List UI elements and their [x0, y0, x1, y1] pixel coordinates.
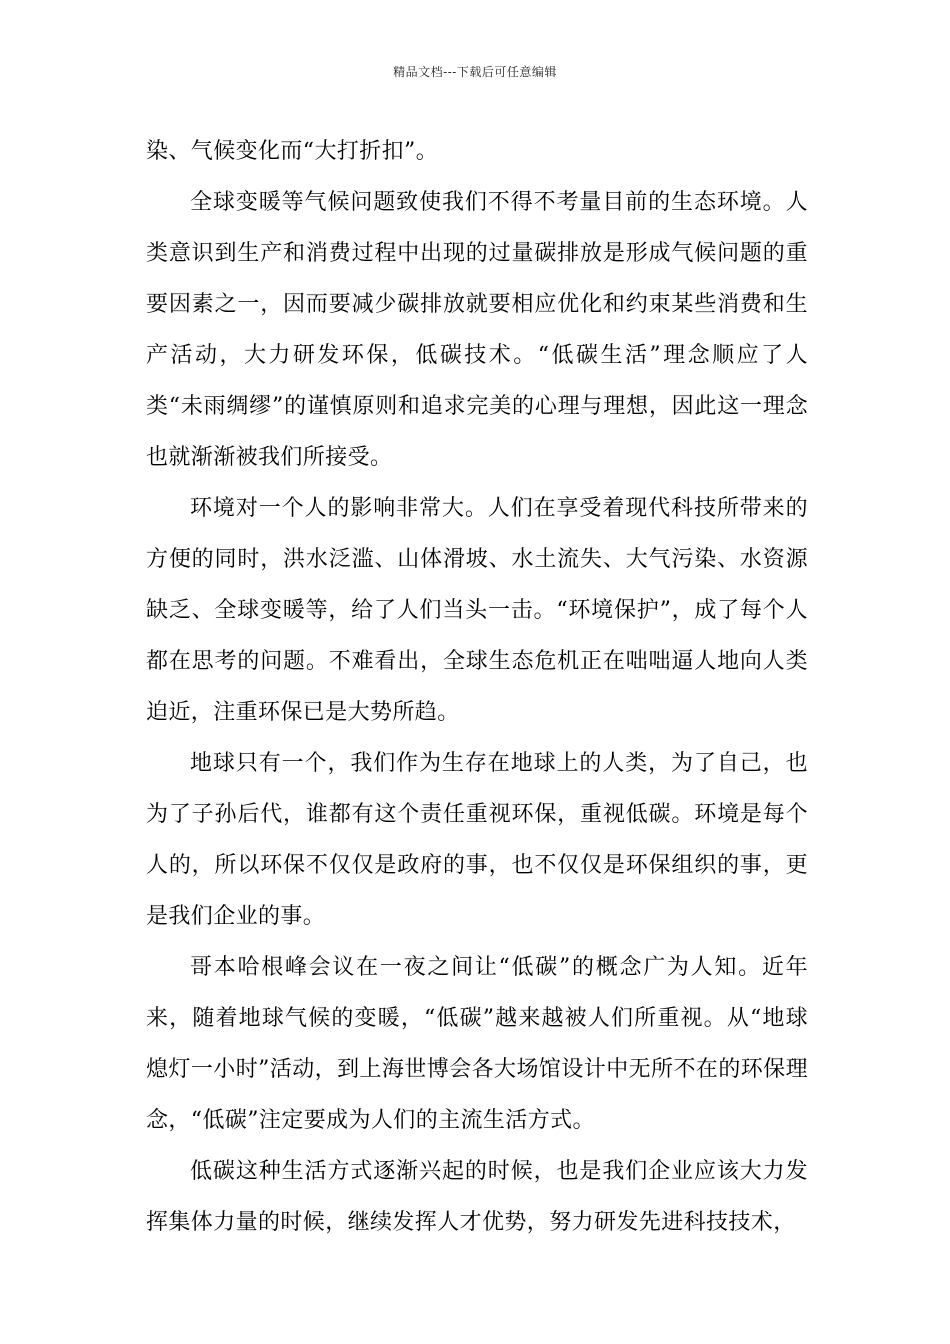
document-body	[146, 126, 808, 1248]
page-header: 精品文档---下载后可任意编辑	[393, 65, 557, 79]
paragraph-environment-impact: 环境对一个人的影响非常大。人们在享受着现代科技所带来的方便的同时，洪水泛滥、山体滑坡、水土流失、大气污染、水资源缺乏、全球变暖等，给了人们当头一击。“环境保护”，成了每个人都在思考的问题。不难看出，全球生态危机正在咄咄逼人地向人类迫近，注重环保已是大势所趋。	[146, 496, 808, 725]
paragraph-copenhagen: 哥本哈根峰会议在一夜之间让“低碳”的概念广为人知。近年来，随着地球气候的变暖，“低碳”越来越被人们所重视。从“地球熄灯一小时”活动，到上海世博会各大场馆设计中无所不在的环保理念，“低碳”注定要成为人们的主流生活方式。	[146, 955, 808, 1133]
paragraph-one-earth: 地球只有一个，我们作为生存在地球上的人类，为了自己，也为了子孙后代，谁都有这个责任重视环保，重视低碳。环境是每个人的，所以环保不仅仅是政府的事，也不仅仅是环保组织的事，更是我们企业的事。	[146, 751, 808, 929]
paragraph-low-carbon-lifestyle: 低碳这种生活方式逐渐兴起的时候，也是我们企业应该大力发挥集体力量的时候，继续发挥人才优势，努力研发先进科技技术，	[146, 1159, 808, 1235]
paragraph-continuation: 染、气候变化而“大打折扣”。	[146, 139, 439, 164]
paragraph-global-warming: 全球变暖等气候问题致使我们不得不考量目前的生态环境。人类意识到生产和消费过程中出现的过量碳排放是形成气候问题的重要因素之一，因而要减少碳排放就要相应优化和约束某些消费和生产活动，大力研发环保，低碳技术。“低碳生活”理念顺应了人类“未雨绸缪”的谨慎原则和追求完美的心理与理想，因此这一理念也就渐渐被我们所接受。	[146, 190, 808, 470]
